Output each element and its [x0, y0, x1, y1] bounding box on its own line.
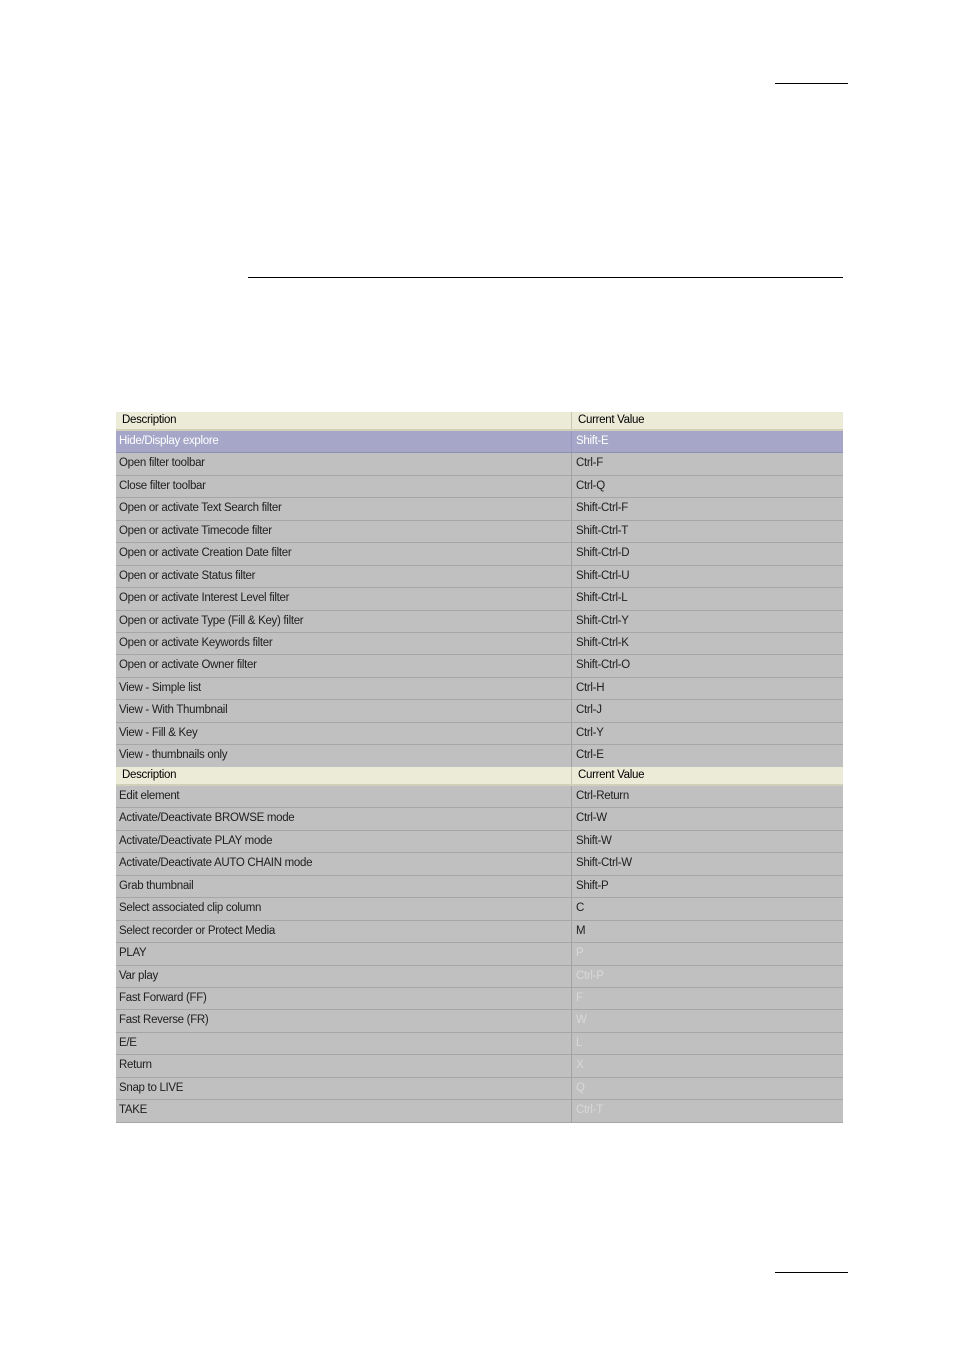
- shortcut-description: Activate/Deactivate PLAY mode: [116, 831, 572, 852]
- shortcut-row[interactable]: [116, 1010, 843, 1032]
- shortcut-value[interactable]: F: [576, 991, 583, 1004]
- shortcut-description: Open or activate Owner filter: [116, 655, 572, 676]
- column-header-description[interactable]: Description: [116, 767, 572, 784]
- shortcut-description: Return: [116, 1055, 572, 1076]
- shortcut-value[interactable]: W: [576, 1014, 587, 1027]
- shortcut-value[interactable]: Ctrl-H: [576, 681, 605, 694]
- shortcut-description: View - With Thumbnail: [116, 700, 572, 721]
- shortcut-row[interactable]: [116, 521, 843, 543]
- shortcut-row[interactable]: [116, 943, 843, 965]
- shortcut-value[interactable]: Shift-Ctrl-K: [576, 636, 629, 649]
- shortcut-description: Activate/Deactivate BROWSE mode: [116, 808, 572, 829]
- shortcut-value[interactable]: Ctrl-E: [576, 749, 604, 762]
- shortcut-row[interactable]: [116, 700, 843, 722]
- shortcut-row[interactable]: [116, 876, 843, 898]
- column-header-current-value[interactable]: Current Value: [578, 414, 645, 426]
- shortcut-description: Fast Reverse (FR): [116, 1010, 572, 1031]
- shortcut-row[interactable]: [116, 745, 843, 767]
- shortcut-description: View - Simple list: [116, 678, 572, 699]
- shortcut-value[interactable]: Shift-Ctrl-Y: [576, 614, 629, 627]
- shortcut-value[interactable]: Shift-Ctrl-L: [576, 592, 628, 605]
- shortcut-value[interactable]: Q: [576, 1081, 585, 1094]
- shortcut-value[interactable]: Ctrl-F: [576, 457, 603, 470]
- shortcut-value[interactable]: Ctrl-T: [576, 1104, 603, 1117]
- shortcut-value[interactable]: Shift-Ctrl-U: [576, 569, 630, 582]
- shortcut-row[interactable]: [116, 431, 843, 453]
- shortcut-grid-explorer: [116, 412, 843, 768]
- shortcut-row[interactable]: [116, 831, 843, 853]
- shortcut-value[interactable]: Shift-Ctrl-T: [576, 524, 628, 537]
- shortcut-row[interactable]: [116, 1100, 843, 1122]
- shortcut-description: Edit element: [116, 786, 572, 807]
- shortcut-row[interactable]: [116, 786, 843, 808]
- shortcut-description: Open or activate Interest Level filter: [116, 588, 572, 609]
- shortcut-description: Close filter toolbar: [116, 476, 572, 497]
- shortcut-value[interactable]: C: [576, 902, 585, 915]
- shortcut-row[interactable]: [116, 921, 843, 943]
- shortcut-description: Hide/Display explore: [116, 431, 572, 452]
- shortcut-description: TAKE: [116, 1100, 572, 1121]
- shortcut-description: Snap to LIVE: [116, 1078, 572, 1099]
- shortcut-row[interactable]: [116, 1078, 843, 1100]
- shortcut-description: Open or activate Text Search filter: [116, 498, 572, 519]
- shortcut-description: Open or activate Status filter: [116, 566, 572, 587]
- shortcut-value[interactable]: Shift-E: [576, 435, 609, 447]
- shortcut-row[interactable]: [116, 453, 843, 475]
- shortcut-description: Var play: [116, 966, 572, 987]
- shortcut-value[interactable]: Shift-Ctrl-D: [576, 547, 630, 560]
- shortcut-row[interactable]: [116, 566, 843, 588]
- shortcut-value[interactable]: Shift-Ctrl-F: [576, 502, 628, 515]
- shortcut-description: Open or activate Type (Fill & Key) filter: [116, 611, 572, 632]
- shortcut-description: View - Fill & Key: [116, 723, 572, 744]
- column-header-description[interactable]: Description: [116, 412, 572, 429]
- shortcut-description: Fast Forward (FF): [116, 988, 572, 1009]
- shortcut-row[interactable]: [116, 498, 843, 520]
- shortcut-description: Grab thumbnail: [116, 876, 572, 897]
- shortcut-row[interactable]: [116, 853, 843, 875]
- shortcut-value[interactable]: X: [576, 1059, 584, 1072]
- shortcut-description: Select recorder or Protect Media: [116, 921, 572, 942]
- shortcut-description: E/E: [116, 1033, 572, 1054]
- shortcut-value[interactable]: Ctrl-Q: [576, 479, 605, 492]
- column-header-current-value[interactable]: Current Value: [578, 769, 645, 781]
- shortcut-row[interactable]: [116, 588, 843, 610]
- shortcut-row[interactable]: [116, 543, 843, 565]
- shortcut-description: PLAY: [116, 943, 572, 964]
- shortcut-value[interactable]: Shift-Ctrl-O: [576, 659, 630, 672]
- shortcut-row[interactable]: [116, 1033, 843, 1055]
- shortcut-row[interactable]: [116, 966, 843, 988]
- shortcut-row[interactable]: [116, 808, 843, 830]
- shortcut-value[interactable]: Ctrl-Return: [576, 790, 629, 802]
- shortcut-value[interactable]: Shift-W: [576, 834, 612, 847]
- grid-header: [116, 412, 843, 431]
- shortcut-row[interactable]: [116, 723, 843, 745]
- shortcut-value[interactable]: Ctrl-W: [576, 812, 607, 825]
- shortcut-row[interactable]: [116, 611, 843, 633]
- shortcut-description: View - thumbnails only: [116, 745, 572, 766]
- shortcut-row[interactable]: [116, 1055, 843, 1077]
- shortcut-description: Select associated clip column: [116, 898, 572, 919]
- shortcut-row[interactable]: [116, 678, 843, 700]
- grid-header: [116, 767, 843, 786]
- shortcut-row[interactable]: [116, 633, 843, 655]
- shortcut-description: Activate/Deactivate AUTO CHAIN mode: [116, 853, 572, 874]
- shortcut-description: Open or activate Timecode filter: [116, 521, 572, 542]
- shortcut-description: Open filter toolbar: [116, 453, 572, 474]
- shortcut-row[interactable]: [116, 655, 843, 677]
- shortcut-row[interactable]: [116, 898, 843, 920]
- shortcut-row[interactable]: [116, 988, 843, 1010]
- section-rule: [248, 277, 843, 278]
- footer-rule: [775, 1272, 848, 1273]
- header-rule: [775, 83, 848, 84]
- shortcut-value[interactable]: Ctrl-J: [576, 704, 602, 717]
- shortcut-description: Open or activate Keywords filter: [116, 633, 572, 654]
- shortcut-row[interactable]: [116, 476, 843, 498]
- shortcut-grid-player: [116, 767, 843, 1123]
- shortcut-description: Open or activate Creation Date filter: [116, 543, 572, 564]
- shortcut-value[interactable]: Ctrl-Y: [576, 726, 604, 739]
- shortcut-value[interactable]: P: [576, 947, 584, 960]
- shortcut-value[interactable]: Shift-Ctrl-W: [576, 857, 632, 870]
- shortcut-value[interactable]: Ctrl-P: [576, 969, 604, 982]
- shortcut-value[interactable]: M: [576, 924, 586, 937]
- shortcut-value[interactable]: L: [576, 1036, 583, 1049]
- shortcut-value[interactable]: Shift-P: [576, 879, 609, 892]
